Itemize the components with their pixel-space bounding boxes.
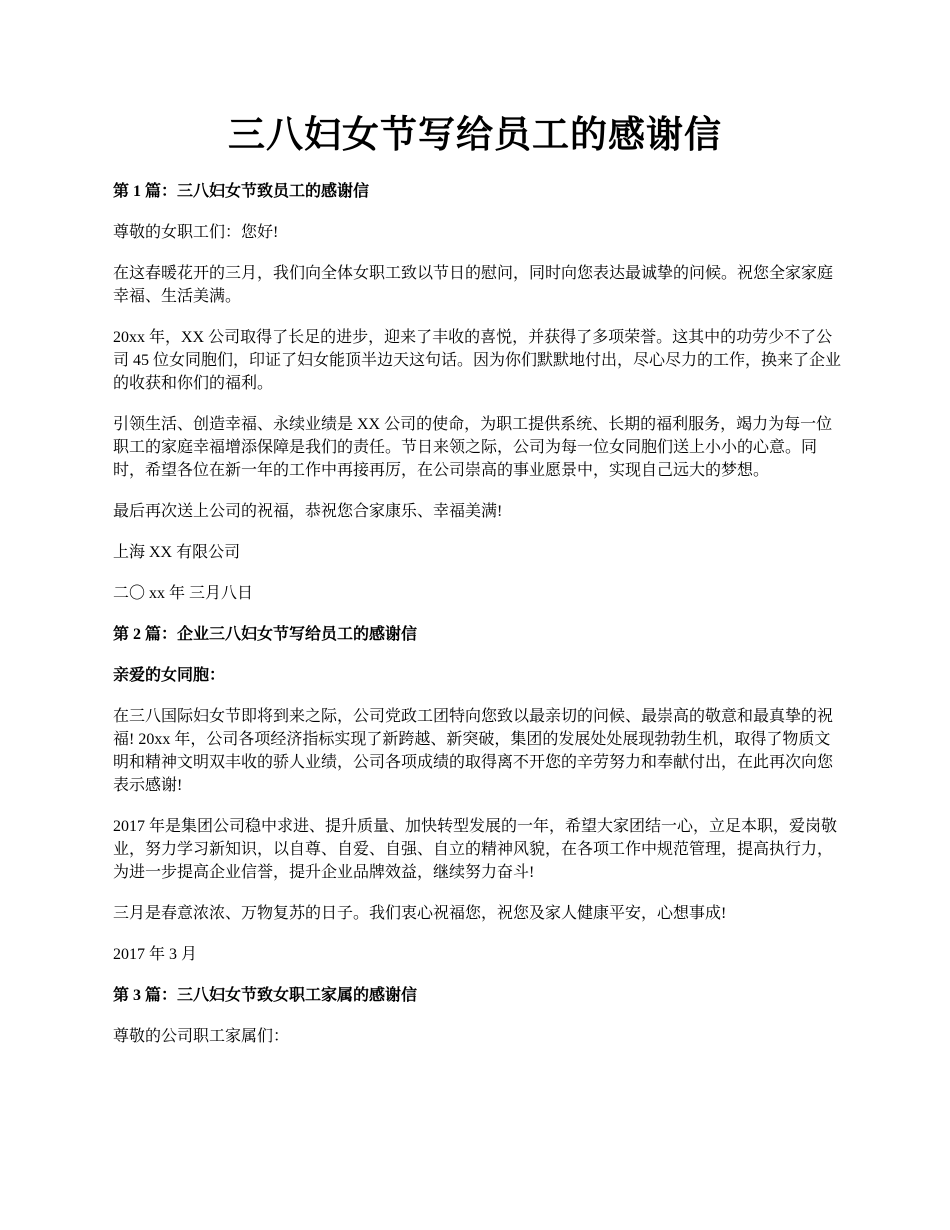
document-title: 三八妇女节写给员工的感谢信 bbox=[228, 115, 722, 156]
section-2-paragraph-1: 在三八国际妇女节即将到来之际，公司党政工团特向您致以最亲切的问候、最崇高的敬意和最真挚的祝福! 20xx 年，公司各项经济指标实现了新跨越、新突破，集团的发展处处展现勃勃生机，取得了物质文明和精神文明双丰收的骄人业绩，公司各项成绩的取得离不开您的辛劳努力和奉献付出，在此再次向您表示感谢! bbox=[113, 708, 834, 794]
section-2-salutation: 亲爱的女同胞： bbox=[113, 667, 226, 684]
section-1-date: 二〇 xx 年 三月八日 bbox=[113, 585, 254, 602]
section-1-paragraph-4: 最后再次送上公司的祝福，恭祝您合家康乐、幸福美满! bbox=[113, 503, 503, 520]
document-page bbox=[113, 0, 843, 1048]
section-3-salutation: 尊敬的公司职工家属们： bbox=[113, 1028, 290, 1045]
section-2-paragraph-3: 三月是春意浓浓、万物复苏的日子。我们衷心祝福您，祝您及家人健康平安，心想事成! bbox=[113, 905, 727, 922]
section-1-paragraph-2: 20xx 年，XX 公司取得了长足的进步，迎来了丰收的喜悦，并获得了多项荣誉。这其中的功劳少不了公司 45 位女同胞们，印证了妇女能顶半边天这句话。因为你们默默地付出，尽心尽力的工作，换来了企业的收获和你们的福利。 bbox=[113, 329, 842, 392]
section-1-signature: 上海 XX 有限公司 bbox=[113, 544, 241, 561]
section-1-salutation: 尊敬的女职工们：您好! bbox=[113, 224, 279, 241]
section-1-paragraph-3: 引领生活、创造幸福、永续业绩是 XX 公司的使命，为职工提供系统、长期的福利服务，竭力为每一位职工的家庭幸福增添保障是我们的责任。节日来领之际，公司为每一位女同胞们送上小小的心意。同时，希望各位在新一年的工作中再接再厉，在公司崇高的事业愿景中，实现自己远大的梦想。 bbox=[113, 416, 833, 479]
section-3-heading: 第 3 篇：三八妇女节致女职工家属的感谢信 bbox=[113, 987, 418, 1004]
section-2-heading: 第 2 篇：企业三八妇女节写给员工的感谢信 bbox=[113, 626, 418, 643]
section-1-paragraph-1: 在这春暖花开的三月，我们向全体女职工致以节日的慰问，同时向您表达最诚挚的问候。祝您全家家庭幸福、生活美满。 bbox=[113, 265, 834, 305]
section-2-paragraph-2: 2017 年是集团公司稳中求进、提升质量、加快转型发展的一年，希望大家团结一心，立足本职，爱岗敬业，努力学习新知识，以自尊、自爱、自强、自立的精神风貌，在各项工作中规范管理，提高执行力，为进一步提高企业信誉，提升企业品牌效益，继续努力奋斗! bbox=[113, 818, 838, 881]
section-1-heading: 第 1 篇：三八妇女节致员工的感谢信 bbox=[113, 183, 370, 200]
section-2-date: 2017 年 3 月 bbox=[113, 946, 198, 963]
